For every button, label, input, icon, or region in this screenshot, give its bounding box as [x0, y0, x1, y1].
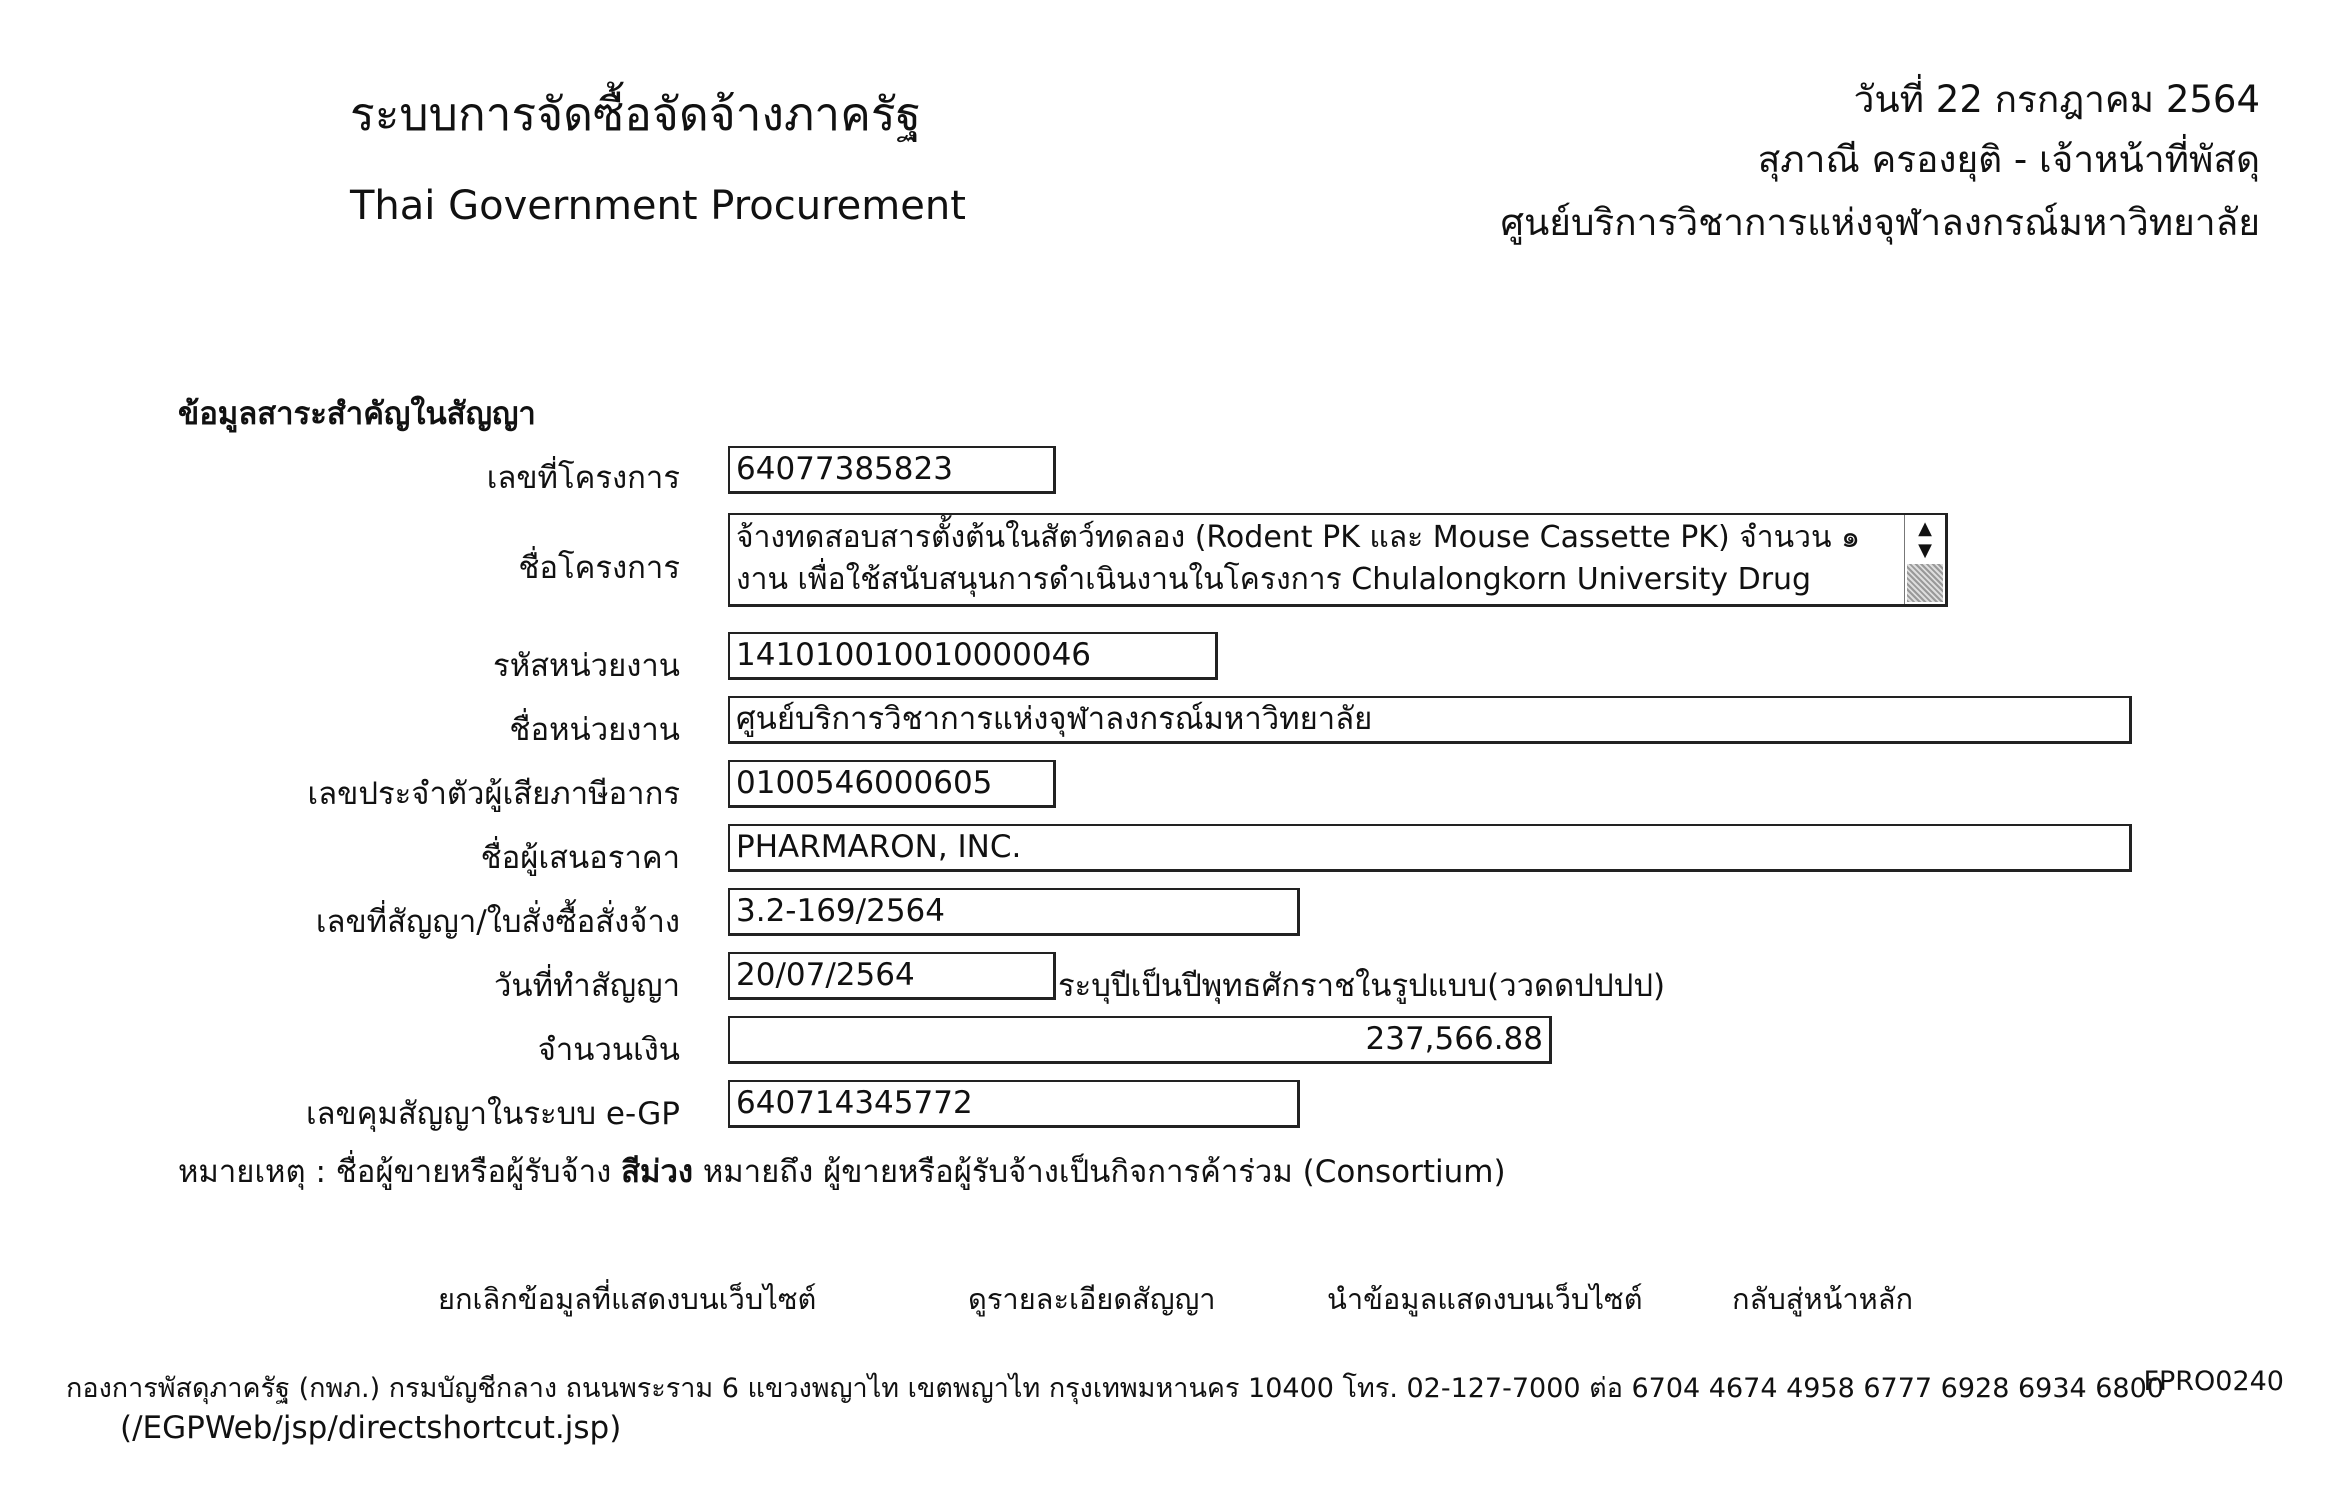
contract-date-field[interactable]: 20/07/2564	[728, 952, 1056, 1000]
project-name-line-1: จ้างทดสอบสารตั้งต้นในสัตว์ทดลอง (Rodent PK และ Mouse Cassette PK) จำนวน ๑	[736, 520, 1861, 555]
back-to-home-link[interactable]: กลับสู่หน้าหลัก	[1732, 1282, 1914, 1316]
system-title-thai: ระบบการจัดซื้อจัดจ้างภาครัฐ	[350, 87, 921, 141]
project-no-field[interactable]: 64077385823	[728, 446, 1056, 494]
egp-no-label: เลขคุมสัญญาในระบบ e-GP	[305, 1096, 680, 1132]
footer-page-code: FPRO0240	[2143, 1366, 2284, 1397]
scroll-down-arrow-icon[interactable]: ▼	[1918, 540, 1932, 561]
publish-to-website-link[interactable]: นำข้อมูลแสดงบนเว็บไซต์	[1327, 1282, 1643, 1316]
scroll-up-arrow-icon[interactable]: ▲	[1918, 518, 1932, 539]
header-date: วันที่ 22 กรกฎาคม 2564	[1853, 78, 2260, 121]
note-highlight: สีม่วง	[621, 1154, 694, 1190]
amount-field[interactable]: 237,566.88	[728, 1016, 1552, 1064]
system-title-english: Thai Government Procurement	[350, 183, 966, 229]
header-user: สุภาณี ครองยุติ - เจ้าหน้าที่พัสดุ	[1757, 138, 2260, 181]
project-name-scrollbar[interactable]	[1904, 515, 1945, 604]
amount-label: จำนวนเงิน	[537, 1032, 680, 1068]
note-suffix: หมายถึง ผู้ขายหรือผู้รับจ้างเป็นกิจการค้าร่วม (Consortium)	[693, 1154, 1506, 1190]
project-name-line-2: งาน เพื่อใช้สนับสนุนการดำเนินงานในโครงการ Chulalongkorn University Drug	[736, 562, 1812, 597]
cancel-web-display-link[interactable]: ยกเลิกข้อมูลที่แสดงบนเว็บไซต์	[438, 1282, 817, 1316]
consortium-note	[178, 1146, 1506, 1196]
dept-code-field[interactable]: 141010010010000046	[728, 632, 1218, 680]
contract-date-format-hint: ระบุปีเป็นปีพุทธศักราชในรูปแบบ(ววดดปปปป)	[1058, 968, 1666, 1004]
view-contract-details-link[interactable]: ดูรายละเอียดสัญญา	[968, 1282, 1216, 1316]
dept-code-label: รหัสหน่วยงาน	[493, 648, 680, 684]
project-no-label: เลขที่โครงการ	[486, 460, 680, 496]
tax-id-label: เลขประจำตัวผู้เสียภาษีอากร	[307, 776, 680, 812]
header-organization: ศูนย์บริการวิชาการแห่งจุฬาลงกรณ์มหาวิทยาลัย	[1500, 201, 2260, 244]
footer-address: กองการพัสดุภาครัฐ (กพภ.) กรมบัญชีกลาง ถนนพระราม 6 แขวงพญาไท เขตพญาไท กรุงเทพมหานคร 10400 โทร. 02-127-7000 ต่อ 6704 4674 4958 6777 6928 6934 6800	[66, 1373, 2164, 1404]
contract-no-field[interactable]: 3.2-169/2564	[728, 888, 1300, 936]
dept-name-label: ชื่อหน่วยงาน	[509, 712, 680, 748]
bidder-label: ชื่อผู้เสนอราคา	[480, 840, 680, 876]
contract-no-label: เลขที่สัญญา/ใบสั่งซื้อสั่งจ้าง	[315, 904, 680, 940]
section-title: ข้อมูลสาระสำคัญในสัญญา	[178, 396, 536, 432]
egp-no-field[interactable]: 640714345772	[728, 1080, 1300, 1128]
note-prefix: หมายเหตุ : ชื่อผู้ขายหรือผู้รับจ้าง	[178, 1154, 622, 1190]
contract-date-label: วันที่ทำสัญญา	[493, 968, 680, 1004]
project-name-textarea[interactable]	[728, 513, 1948, 607]
project-name-label: ชื่อโครงการ	[518, 550, 680, 586]
dept-name-field[interactable]: ศูนย์บริการวิชาการแห่งจุฬาลงกรณ์มหาวิทยาลัย	[728, 696, 2132, 744]
scrollbar-thumb[interactable]	[1907, 564, 1943, 602]
tax-id-field[interactable]: 0100546000605	[728, 760, 1056, 808]
bidder-field[interactable]: PHARMARON, INC.	[728, 824, 2132, 872]
footer-url-path: (/EGPWeb/jsp/directshortcut.jsp)	[120, 1410, 622, 1446]
